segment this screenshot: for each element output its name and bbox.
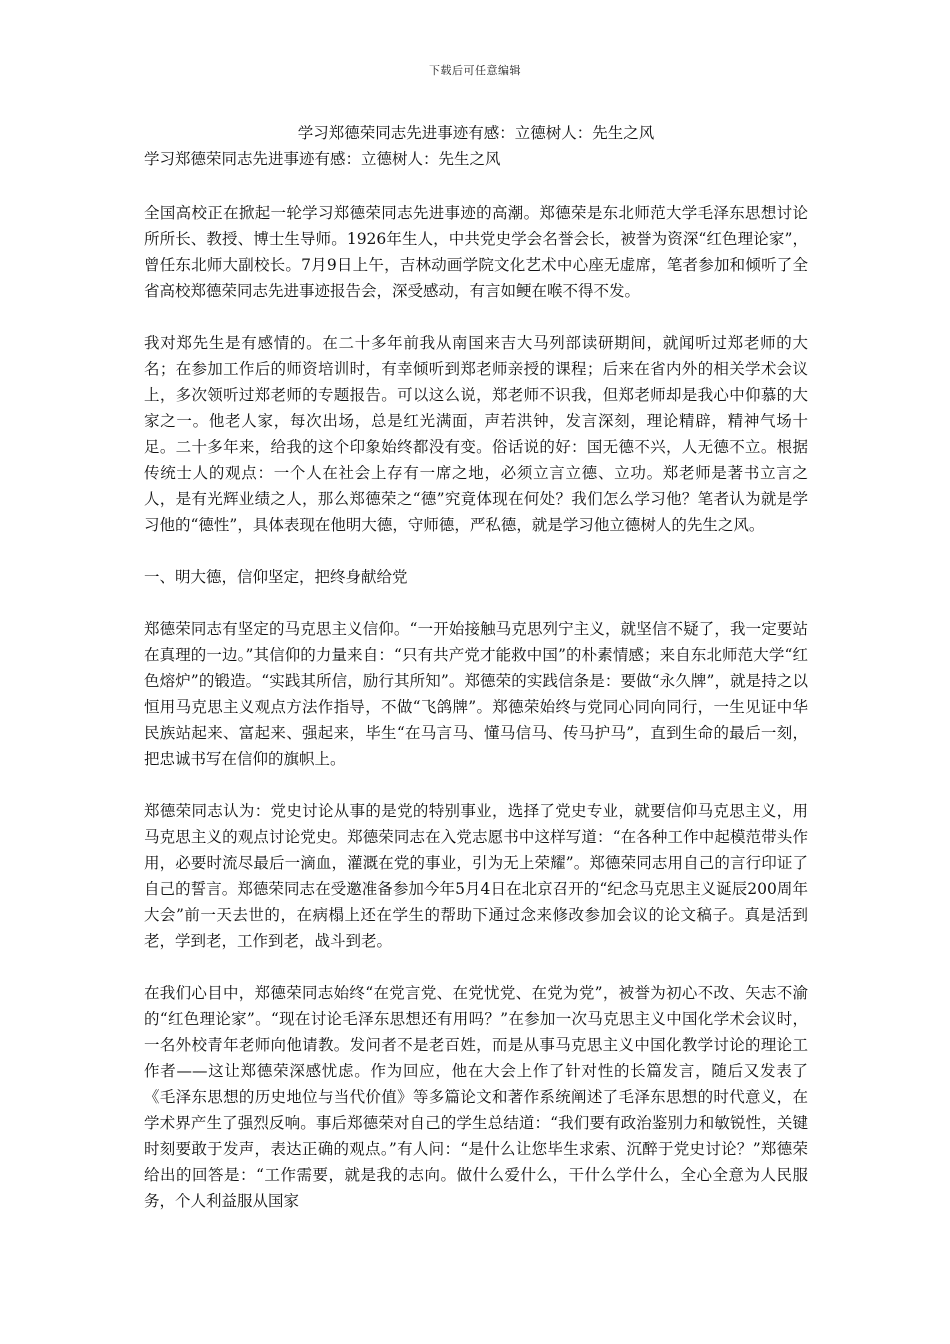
document-subtitle: 学习郑德荣同志先进事迹有感：立德树人：先生之风 <box>144 150 501 168</box>
paragraph: 全国高校正在掀起一轮学习郑德荣同志先进事迹的高潮。郑德荣是东北师范大学毛泽东思想讨论所所长、教授、博士生导师。1926年生人，中共党史学会名誉会长，被誉为资深“红色理论家”，曾任东北师大副校长。7月9日上午，吉林动画学院文化艺术中心座无虚席，笔者参加和倾听了全省高校郑德荣同志先进事迹报告会，深受感动，有言如鲠在喉不得不发。 <box>144 204 808 300</box>
paragraph: 在我们心目中，郑德荣同志始终“在党言党、在党忧党、在党为党”，被誉为初心不改、矢志不渝的“红色理论家”。“现在讨论毛泽东思想还有用吗？”在参加一次马克思主义中国化学术会议时，一名外校青年老师向他请教。发问者不是老百姓，而是从事马克思主义中国化教学讨论的理论工作者——这让郑德荣深感忧虑。作为回应，他在大会上作了针对性的长篇发言，随后又发表了《毛泽东思想的历史地位与当代价值》等多篇论文和著作系统阐述了毛泽东思想的时代意义，在学术界产生了强烈反响。事后郑德荣对自己的学生总结道：“我们要有政治鉴别力和敏锐性，关键时刻要敢于发声，表达正确的观点。”有人问：“是什么让您毕生求索、沉醉于党史讨论？”郑德荣给出的回答是：“工作需要，就是我的志向。做什么爱什么，干什么学什么，全心全意为人民服务，个人利益服从国家 <box>144 984 808 1210</box>
paragraph: 郑德荣同志认为：党史讨论从事的是党的特别事业，选择了党史专业，就要信仰马克思主义，用马克思主义的观点讨论党史。郑德荣同志在入党志愿书中这样写道：“在各种工作中起模范带头作用，必要时流尽最后一滴血，灌溉在党的事业，引为无上荣耀”。郑德荣同志用自己的言行印证了自己的誓言。郑德荣同志在受邀准备参加今年5月4日在北京召开的“纪念马克思主义诞辰200周年大会”前一天去世的，在病榻上还在学生的帮助下通过念来修改参加会议的论文稿子。真是活到老，学到老，工作到老，战斗到老。 <box>144 802 808 950</box>
header-note: 下载后可任意编辑 <box>429 64 521 77</box>
paragraph: 郑德荣同志有坚定的马克思主义信仰。“一开始接触马克思列宁主义，就坚信不疑了，我一定要站在真理的一边。”其信仰的力量来自：“只有共产党才能救中国”的朴素情感；来自东北师范大学“红色熔炉”的锻造。“实践其所信，励行其所知”。郑德荣的实践信条是：要做“永久牌”，就是持之以恒用马克思主义观点方法作指导，不做“飞鸽牌”。郑德荣始终与党同心同向同行，一生见证中华民族站起来、富起来、强起来，毕生“在马言马、懂马信马、传马护马”，直到生命的最后一刻，把忠诚书写在信仰的旗帜上。 <box>144 620 808 768</box>
document-title: 学习郑德荣同志先进事迹有感：立德树人：先生之风 <box>297 124 655 142</box>
document-body <box>144 120 808 1240</box>
paragraph: 我对郑先生是有感情的。在二十多年前我从南国来吉大马列部读研期间，就闻听过郑老师的大名；在参加工作后的师资培训时，有幸倾听到郑老师亲授的课程；后来在省内外的相关学术会议上，多次领听过郑老师的专题报告。可以这么说，郑老师不识我，但郑老师却是我心中仰慕的大家之一。他老人家，每次出场，总是红光满面，声若洪钟，发言深刻，理论精辟，精神气场十足。二十多年来，给我的这个印象始终都没有变。俗话说的好：国无德不兴，人无德不立。根据传统士人的观点：一个人在社会上存有一席之地，必须立言立德、立功。郑老师是著书立言之人，是有光辉业绩之人，那么郑德荣之“德”究竟体现在何处？我们怎么学习他？笔者认为就是学习他的“德性”，具体表现在他明大德，守师德，严私德，就是学习他立德树人的先生之风。 <box>144 334 808 534</box>
section-heading: 一、明大德，信仰坚定，把终身献给党 <box>144 568 408 586</box>
